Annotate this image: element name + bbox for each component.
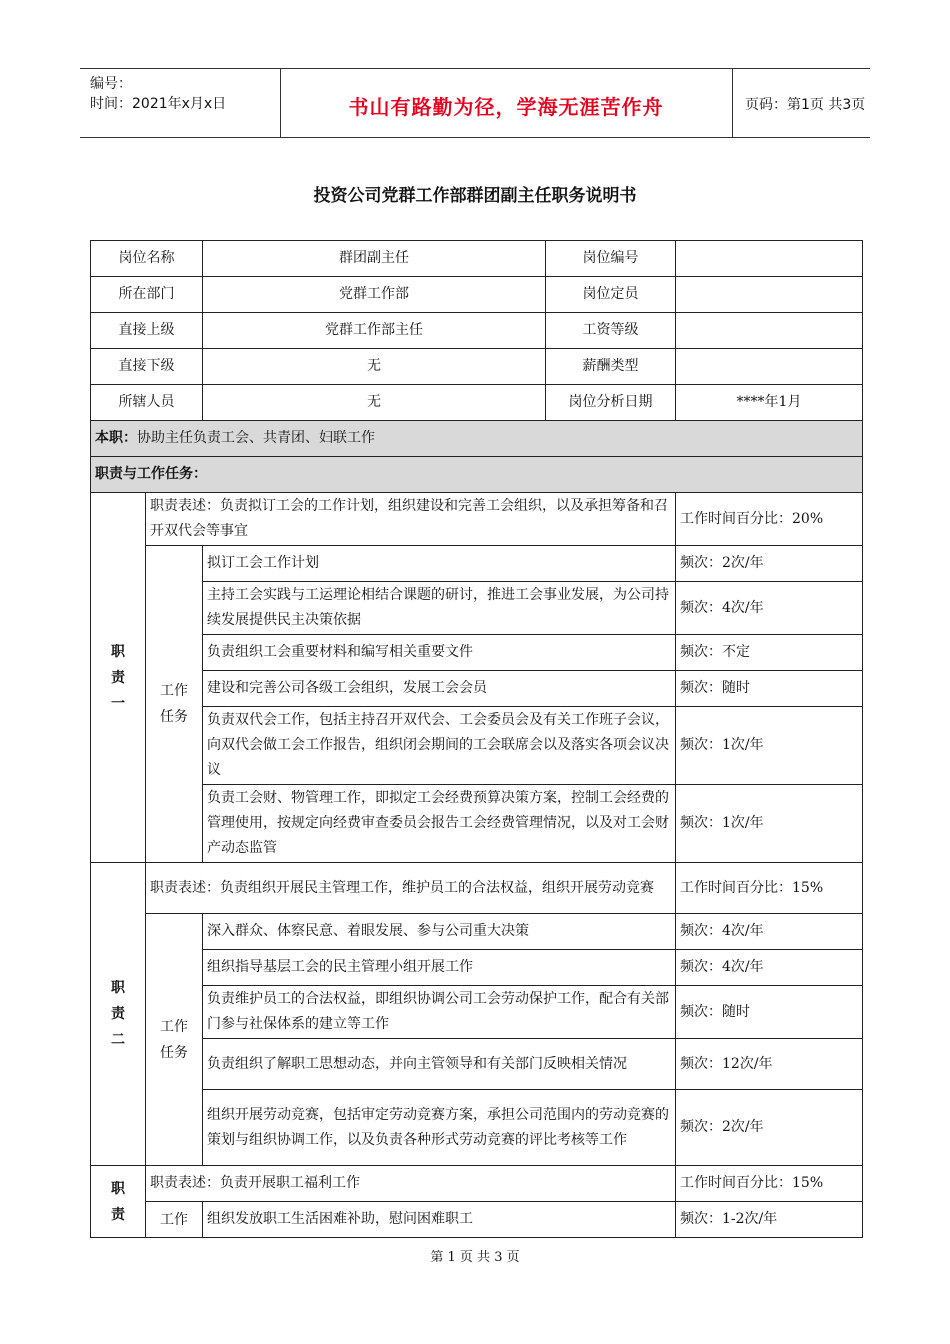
task-text: 组织发放职工生活困难补助，慰问困难职工 bbox=[203, 1202, 676, 1238]
duty-percent: 工作时间百分比：20% bbox=[676, 493, 863, 546]
duty-desc-row bbox=[91, 1166, 863, 1202]
info-value-2: ****年1月 bbox=[676, 385, 863, 421]
document-title: 投资公司党群工作部群团副主任职务说明书 bbox=[313, 186, 637, 206]
info-row bbox=[91, 385, 863, 421]
task-row bbox=[91, 914, 863, 950]
task-frequency: 频次：1次/年 bbox=[676, 707, 863, 785]
document-header bbox=[80, 68, 870, 138]
task-row bbox=[91, 582, 863, 635]
duty-percent: 工作时间百分比：15% bbox=[676, 863, 863, 914]
task-frequency: 频次：不定 bbox=[676, 635, 863, 671]
task-row bbox=[91, 546, 863, 582]
main-duty-label: 本职： bbox=[95, 430, 137, 446]
task-label: 工作 任务 bbox=[146, 914, 203, 1166]
info-row bbox=[91, 241, 863, 277]
task-frequency: 频次：4次/年 bbox=[676, 582, 863, 635]
duties-header-label: 职责与工作任务： bbox=[95, 466, 207, 482]
task-frequency: 频次：2次/年 bbox=[676, 546, 863, 582]
main-duty-cell bbox=[91, 421, 863, 457]
page-footer: 第 1 页 共 3 页 bbox=[430, 1250, 520, 1265]
info-value: 群团副主任 bbox=[203, 241, 546, 277]
task-row bbox=[91, 950, 863, 986]
task-frequency: 频次：随时 bbox=[676, 671, 863, 707]
motto: 书山有路勤为径，学海无涯苦作舟 bbox=[348, 95, 664, 119]
time-label: 时间：2021年x月x日 bbox=[90, 96, 227, 112]
task-text: 建设和完善公司各级工会组织，发展工会会员 bbox=[203, 671, 676, 707]
duty-description: 职责表述：负责拟订工会的工作计划，组织建设和完善工会组织，以及承担筹备和召开双代会等事宜 bbox=[146, 493, 676, 546]
duty-desc-row bbox=[91, 493, 863, 546]
duties-header-cell bbox=[91, 457, 863, 493]
task-frequency: 频次：随时 bbox=[676, 986, 863, 1039]
info-row bbox=[91, 313, 863, 349]
task-text: 拟订工会工作计划 bbox=[203, 546, 676, 582]
main-duty-text: 协助主任负责工会、共青团、妇联工作 bbox=[137, 430, 375, 446]
task-row bbox=[91, 635, 863, 671]
task-row bbox=[91, 1039, 863, 1090]
task-row bbox=[91, 1202, 863, 1238]
duty-desc-row bbox=[91, 863, 863, 914]
task-text: 组织指导基层工会的民主管理小组开展工作 bbox=[203, 950, 676, 986]
info-label: 直接上级 bbox=[91, 313, 203, 349]
task-frequency: 频次：1次/年 bbox=[676, 785, 863, 863]
duty-name: 职 责 二 bbox=[91, 863, 146, 1166]
info-row bbox=[91, 349, 863, 385]
header-meta-cell bbox=[80, 69, 281, 137]
task-row bbox=[91, 986, 863, 1039]
header-page-cell bbox=[733, 69, 870, 137]
header-motto-cell bbox=[280, 69, 733, 137]
task-frequency: 频次：4次/年 bbox=[676, 914, 863, 950]
task-text: 负责组织工会重要材料和编写相关重要文件 bbox=[203, 635, 676, 671]
task-frequency: 频次：1-2次/年 bbox=[676, 1202, 863, 1238]
info-value: 无 bbox=[203, 385, 546, 421]
task-row bbox=[91, 707, 863, 785]
task-frequency: 频次：4次/年 bbox=[676, 950, 863, 986]
task-text: 负责组织了解职工思想动态，并向主管领导和有关部门反映相关情况 bbox=[203, 1039, 676, 1090]
task-text: 负责双代会工作，包括主持召开双代会、工会委员会及有关工作班子会议，向双代会做工会工作报告，组织闭会期间的工会联席会以及落实各项会议决议 bbox=[203, 707, 676, 785]
info-label-2: 工资等级 bbox=[546, 313, 676, 349]
task-frequency: 频次：2次/年 bbox=[676, 1090, 863, 1166]
job-description-table bbox=[90, 240, 863, 1238]
page-info: 页码：第1页 共3页 bbox=[745, 97, 866, 113]
number-label: 编号： bbox=[90, 76, 132, 92]
info-value-2 bbox=[676, 349, 863, 385]
info-label-2: 薪酬类型 bbox=[546, 349, 676, 385]
info-label: 所辖人员 bbox=[91, 385, 203, 421]
info-label-2: 岗位分析日期 bbox=[546, 385, 676, 421]
info-label: 直接下级 bbox=[91, 349, 203, 385]
info-row bbox=[91, 277, 863, 313]
task-row bbox=[91, 785, 863, 863]
task-text: 负责维护员工的合法权益，即组织协调公司工会劳动保护工作，配合有关部门参与社保体系的建立等工作 bbox=[203, 986, 676, 1039]
info-value: 党群工作部 bbox=[203, 277, 546, 313]
task-text: 深入群众、体察民意、着眼发展、参与公司重大决策 bbox=[203, 914, 676, 950]
duties-header-row bbox=[91, 457, 863, 493]
task-text: 组织开展劳动竞赛，包括审定劳动竞赛方案，承担公司范围内的劳动竞赛的策划与组织协调工作，以及负责各种形式劳动竞赛的评比考核等工作 bbox=[203, 1090, 676, 1166]
main-duty-row bbox=[91, 421, 863, 457]
duty-name: 职 责 一 bbox=[91, 493, 146, 863]
info-value-2 bbox=[676, 277, 863, 313]
task-label: 工作 bbox=[146, 1202, 203, 1238]
task-text: 主持工会实践与工运理论相结合课题的研讨，推进工会事业发展，为公司持续发展提供民主决策依据 bbox=[203, 582, 676, 635]
task-frequency: 频次：12次/年 bbox=[676, 1039, 863, 1090]
duty-name: 职 责 bbox=[91, 1166, 146, 1238]
info-value-2 bbox=[676, 241, 863, 277]
duty-description: 职责表述：负责开展职工福利工作 bbox=[146, 1166, 676, 1202]
duty-percent: 工作时间百分比：15% bbox=[676, 1166, 863, 1202]
duty-description: 职责表述：负责组织开展民主管理工作，维护员工的合法权益，组织开展劳动竞赛 bbox=[146, 863, 676, 914]
task-text: 负责工会财、物管理工作，即拟定工会经费预算决策方案，控制工会经费的管理使用，按规定向经费审查委员会报告工会经费管理情况，以及对工会财产动态监管 bbox=[203, 785, 676, 863]
info-label-2: 岗位编号 bbox=[546, 241, 676, 277]
info-value: 党群工作部主任 bbox=[203, 313, 546, 349]
info-label-2: 岗位定员 bbox=[546, 277, 676, 313]
task-row bbox=[91, 1090, 863, 1166]
task-label: 工作 任务 bbox=[146, 546, 203, 863]
task-row bbox=[91, 671, 863, 707]
info-value-2 bbox=[676, 313, 863, 349]
info-value: 无 bbox=[203, 349, 546, 385]
info-label: 岗位名称 bbox=[91, 241, 203, 277]
info-label: 所在部门 bbox=[91, 277, 203, 313]
